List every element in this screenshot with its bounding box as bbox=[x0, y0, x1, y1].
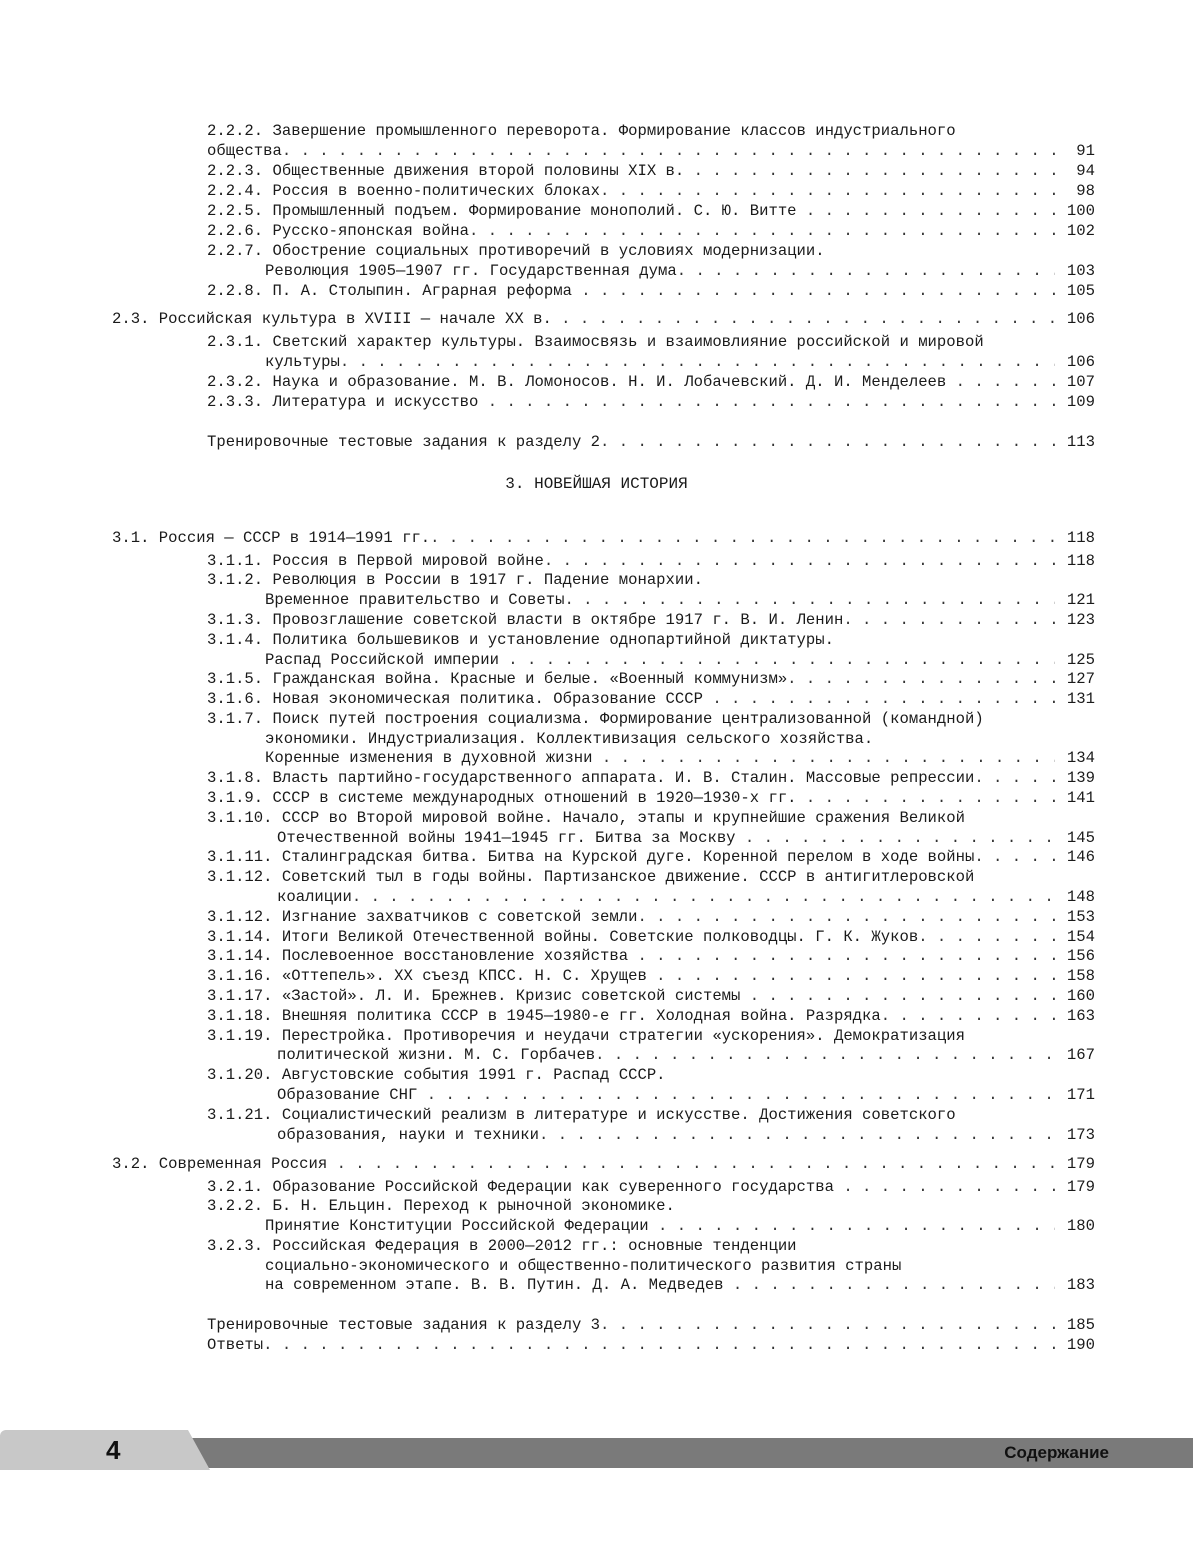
toc-entry[interactable]: . . . 3.2.1. Образование Российской Федерации как суверенного государства 179 bbox=[207, 1177, 1095, 1197]
toc-entry[interactable]: . . . образования, науки и техники 173 bbox=[277, 1125, 1095, 1145]
toc-entry: социально-экономического и общественно-политического развития страны bbox=[265, 1257, 902, 1275]
page-number: 91 bbox=[1055, 141, 1095, 161]
page-number: 160 bbox=[1055, 986, 1095, 1006]
toc-entry[interactable]: . . . 2.2.3. Общественные движения второй половины XIX в. 94 bbox=[207, 161, 1095, 181]
page-number: 158 bbox=[1055, 966, 1095, 986]
page-number: 171 bbox=[1055, 1085, 1095, 1105]
page-number: 183 bbox=[1055, 1275, 1095, 1295]
toc-entry: 3.1.21. Социалистический реализм в литературе и искусстве. Достижения советского bbox=[207, 1106, 956, 1124]
toc-test-section-2[interactable]: . . . Тренировочные тестовые задания к разделу 2 113 bbox=[207, 432, 1095, 452]
toc-entry[interactable]: . . . 3.1.14. Послевоенное восстановление хозяйства 156 bbox=[207, 946, 1095, 966]
page-number: 190 bbox=[1055, 1335, 1095, 1355]
toc-entry[interactable]: . . . Революция 1905—1907 гг. Государственная дума 103 bbox=[265, 261, 1095, 281]
toc-entry[interactable]: . . . 2.2.8. П. А. Столыпин. Аграрная реформа 105 bbox=[207, 281, 1095, 301]
page-number: 113 bbox=[1055, 432, 1095, 452]
page-number: 185 bbox=[1055, 1315, 1095, 1335]
toc-section[interactable]: . . . 2.3. Российская культура в XVIII — начале XX в. 106 bbox=[112, 309, 1095, 329]
page-number-footer: 4 bbox=[106, 1435, 121, 1465]
page-number: 146 bbox=[1055, 847, 1095, 867]
page-number: 173 bbox=[1055, 1125, 1095, 1145]
part-heading: 3. НОВЕЙШАЯ ИСТОРИЯ bbox=[505, 475, 688, 493]
page-number: 105 bbox=[1055, 281, 1095, 301]
page-number: 109 bbox=[1055, 392, 1095, 412]
toc-entry: 3.2.2. Б. Н. Ельцин. Переход к рыночной экономике. bbox=[207, 1197, 675, 1215]
page-number: 94 bbox=[1055, 161, 1095, 181]
page-number: 131 bbox=[1055, 689, 1095, 709]
toc-section[interactable]: . . . 3.1. Россия — СССР в 1914—1991 гг. 118 bbox=[112, 528, 1095, 548]
toc-entry: 2.3.1. Светский характер культуры. Взаимосвязь и взаимовлияние российской и мировой bbox=[207, 333, 984, 351]
toc-section[interactable]: . . . 3.2. Современная Россия 179 bbox=[112, 1154, 1095, 1174]
page-number: 139 bbox=[1055, 768, 1095, 788]
toc-entry: 2.2.2. Завершение промышленного переворота. Формирование классов индустриального bbox=[207, 122, 956, 140]
page-number: 106 bbox=[1055, 352, 1095, 372]
page-number: 180 bbox=[1055, 1216, 1095, 1236]
toc-entry[interactable]: . . . Временное правительство и Советы 121 bbox=[265, 590, 1095, 610]
toc-entry[interactable]: . . . 3.1.12. Изгнание захватчиков с советской земли 153 bbox=[207, 907, 1095, 927]
page-number: 141 bbox=[1055, 788, 1095, 808]
page-number: 107 bbox=[1055, 372, 1095, 392]
toc-entry: 3.1.12. Советский тыл в годы войны. Партизанское движение. СССР в антигитлеровской bbox=[207, 868, 975, 886]
toc-entry[interactable]: . . . Образование СНГ 171 bbox=[277, 1085, 1095, 1105]
page-number: 179 bbox=[1055, 1177, 1095, 1197]
toc-entry[interactable]: . . . на современном этапе. В. В. Путин. Д. А. Медведев 183 bbox=[265, 1275, 1095, 1295]
page-number: 167 bbox=[1055, 1045, 1095, 1065]
toc-entry[interactable]: . . . 3.1.11. Сталинградская битва. Битва на Курской дуге. Коренной перелом в ходе войны 146 bbox=[207, 847, 1095, 867]
toc-entry[interactable]: . . . 3.1.1. Россия в Первой мировой войне 118 bbox=[207, 551, 1095, 571]
page-number: 179 bbox=[1055, 1154, 1095, 1174]
toc-entry[interactable]: . . . Коренные изменения в духовной жизни 134 bbox=[265, 748, 1095, 768]
page-number: 163 bbox=[1055, 1006, 1095, 1026]
toc-entry[interactable]: . . . 2.3.2. Наука и образование. М. В. Ломоносов. Н. И. Лобачевский. Д. И. Менделеев 107 bbox=[207, 372, 1095, 392]
page-number: 154 bbox=[1055, 927, 1095, 947]
page-number: 121 bbox=[1055, 590, 1095, 610]
toc-entry[interactable]: . . . 3.1.6. Новая экономическая политика. Образование СССР 131 bbox=[207, 689, 1095, 709]
toc-entry: экономики. Индустриализация. Коллективизация сельского хозяйства. bbox=[265, 730, 874, 748]
toc-entry[interactable]: . . . 3.1.8. Власть партийно-государственного аппарата. И. В. Сталин. Массовые репрессии 139 bbox=[207, 768, 1095, 788]
toc-entry: 2.2.7. Обострение социальных противоречий в условиях модернизации. bbox=[207, 242, 825, 260]
toc-entry[interactable]: . . . 3.1.5. Гражданская война. Красные и белые. «Военный коммунизм» 127 bbox=[207, 669, 1095, 689]
toc-entry[interactable]: . . . политической жизни. М. С. Горбачев 167 bbox=[277, 1045, 1095, 1065]
page-number: 98 bbox=[1055, 181, 1095, 201]
toc-test-section-3[interactable]: . . . Тренировочные тестовые задания к разделу 3 185 bbox=[207, 1315, 1095, 1335]
toc-entry[interactable]: . . . Принятие Конституции Российской Федерации 180 bbox=[265, 1216, 1095, 1236]
toc-entry[interactable]: . . . 3.1.9. СССР в системе международных отношений в 1920—1930-х гг. 141 bbox=[207, 788, 1095, 808]
page-number: 127 bbox=[1055, 669, 1095, 689]
toc-entry[interactable]: . . . 3.1.17. «Застой». Л. И. Брежнев. Кризис советской системы 160 bbox=[207, 986, 1095, 1006]
toc-entry[interactable]: . . . общества 91 bbox=[207, 141, 1095, 161]
toc-entry: 3.1.4. Политика большевиков и установление однопартийной диктатуры. bbox=[207, 631, 834, 649]
footer-page-tab bbox=[0, 1430, 210, 1470]
page-number: 123 bbox=[1055, 610, 1095, 630]
toc-entry: 3.1.7. Поиск путей построения социализма. Формирование централизованной (командной) bbox=[207, 710, 984, 728]
toc-entry[interactable]: . . . 2.2.5. Промышленный подъем. Формирование монополий. С. Ю. Витте 100 bbox=[207, 201, 1095, 221]
toc-entry: 3.1.2. Революция в России в 1917 г. Падение монархии. bbox=[207, 571, 703, 589]
page-number: 145 bbox=[1055, 828, 1095, 848]
toc-entry[interactable]: . . . 3.1.16. «Оттепель». XX съезд КПСС. Н. С. Хрущев 158 bbox=[207, 966, 1095, 986]
page-number: 118 bbox=[1055, 528, 1095, 548]
page-number: 118 bbox=[1055, 551, 1095, 571]
toc-entry[interactable]: . . . Распад Российской империи 125 bbox=[265, 650, 1095, 670]
toc-entry: 3.1.19. Перестройка. Противоречия и неудачи стратегии «ускорения». Демократизация bbox=[207, 1027, 965, 1045]
toc-entry[interactable]: . . . 3.1.3. Провозглашение советской власти в октябре 1917 г. В. И. Ленин 123 bbox=[207, 610, 1095, 630]
toc-entry[interactable]: . . . 3.1.18. Внешняя политика СССР в 1945—1980-е гг. Холодная война. Разрядка 163 bbox=[207, 1006, 1095, 1026]
page-number: 106 bbox=[1055, 309, 1095, 329]
toc-answers[interactable]: . . . Ответы 190 bbox=[207, 1335, 1095, 1355]
toc-entry: 3.2.3. Российская Федерация в 2000—2012 гг.: основные тенденции bbox=[207, 1237, 797, 1255]
toc-entry[interactable]: . . . 2.2.4. Россия в военно-политических блоках 98 bbox=[207, 181, 1095, 201]
page-number: 153 bbox=[1055, 907, 1095, 927]
page-footer bbox=[0, 1430, 1193, 1472]
toc-entry[interactable]: . . . Отечественной войны 1941—1945 гг. Битва за Москву 145 bbox=[277, 828, 1095, 848]
page-number: 148 bbox=[1055, 887, 1095, 907]
toc-entry[interactable]: . . . 2.2.6. Русско-японская война 102 bbox=[207, 221, 1095, 241]
toc-entry[interactable]: . . . 2.3.3. Литература и искусство 109 bbox=[207, 392, 1095, 412]
toc-entry[interactable]: . . . культуры 106 bbox=[265, 352, 1095, 372]
page-number: 102 bbox=[1055, 221, 1095, 241]
toc-entry[interactable]: . . . 3.1.14. Итоги Великой Отечественной войны. Советские полководцы. Г. К. Жуков 154 bbox=[207, 927, 1095, 947]
toc-entry: 3.1.20. Августовские события 1991 г. Распад СССР. bbox=[207, 1066, 666, 1084]
footer-section-label: Содержание bbox=[1004, 1443, 1109, 1462]
page-number: 125 bbox=[1055, 650, 1095, 670]
page-number: 134 bbox=[1055, 748, 1095, 768]
page-number: 103 bbox=[1055, 261, 1095, 281]
toc-entry: 3.1.10. СССР во Второй мировой войне. Начало, этапы и крупнейшие сражения Великой bbox=[207, 809, 965, 827]
page-number: 156 bbox=[1055, 946, 1095, 966]
toc-entry[interactable]: . . . коалиции 148 bbox=[277, 887, 1095, 907]
page-number: 100 bbox=[1055, 201, 1095, 221]
